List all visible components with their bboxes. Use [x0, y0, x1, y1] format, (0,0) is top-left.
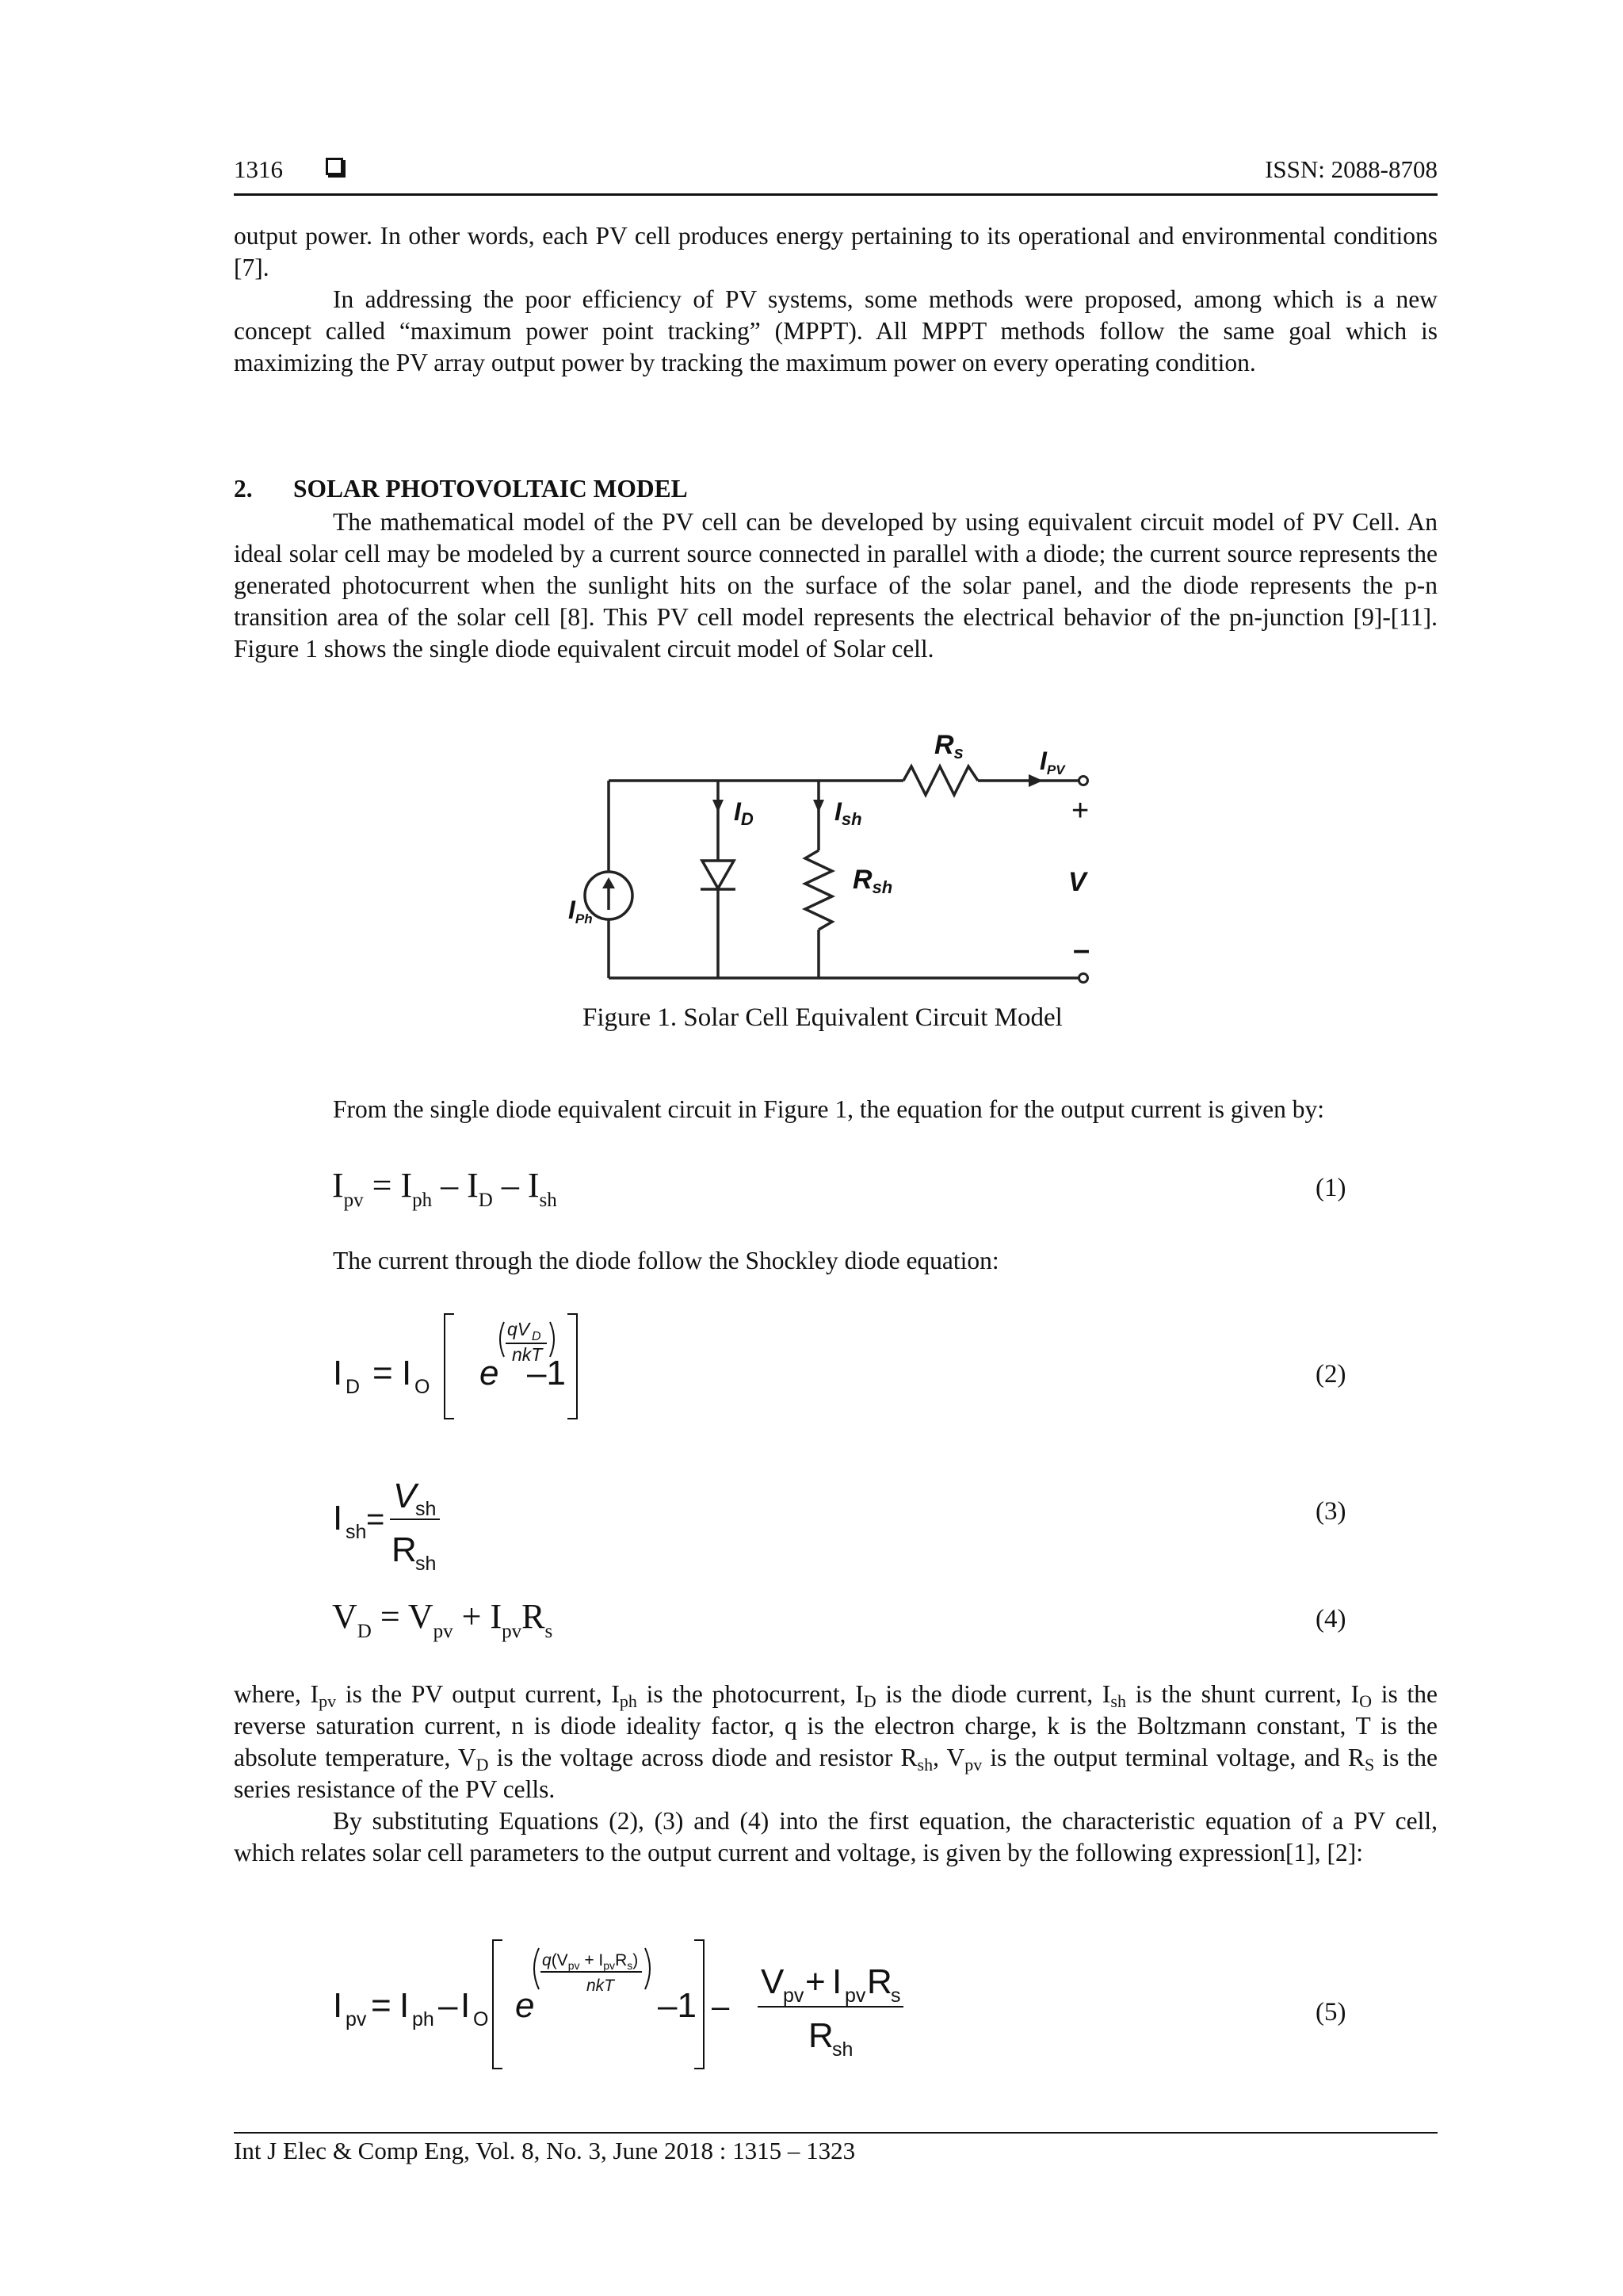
svg-text:Rs: Rs	[934, 730, 964, 762]
svg-text:Ish: Ish	[834, 797, 862, 829]
svg-text:D: D	[532, 1330, 541, 1343]
footer-rule	[234, 2132, 1438, 2134]
id-arrow-icon	[712, 800, 724, 812]
svg-text:=: =	[372, 1354, 393, 1392]
equation-number-4: (4)	[1316, 1605, 1346, 1633]
equation-2	[325, 1308, 586, 1427]
svg-text:e: e	[479, 1354, 499, 1392]
svg-text:e: e	[515, 1986, 535, 2025]
substituting-paragraph: By substituting Equations (2), (3) and (4) into the first equation, the characteristic equation of a PV cell, which relates solar cell parameters to the output current and voltage, is given by the following expression[1], [2]:	[234, 1807, 1438, 1866]
svg-text:–: –	[712, 1989, 730, 2024]
svg-text:–: –	[1073, 934, 1090, 967]
svg-text:–1: –1	[658, 1986, 697, 2025]
svg-text:sh: sh	[415, 1553, 437, 1575]
ish-arrow-icon	[813, 800, 824, 812]
svg-text:D: D	[346, 1376, 361, 1398]
svg-text:R: R	[808, 2016, 834, 2055]
svg-text:sh: sh	[346, 1521, 367, 1543]
svg-text:I: I	[333, 1499, 343, 1538]
svg-text:–: –	[438, 1986, 458, 2025]
footer-journal: Int J Elec & Comp Eng, Vol. 8, No. 3, June 2018 : 1315 – 1323	[234, 2137, 856, 2164]
svg-text:+: +	[1071, 794, 1090, 827]
svg-text:I: I	[399, 1986, 410, 2025]
header-rule	[234, 193, 1438, 196]
svg-text:O: O	[473, 2008, 489, 2030]
intro-paragraph-2: In addressing the poor efficiency of PV systems, some methods were proposed, among which is a new concept called “maximum power point tracking” (MPPT). All MPPT methods follow the same goal which is maximizing the PV array output power by tracking the maximum power on every operating condition.	[234, 285, 1438, 376]
shockley-intro: The current through the diode follow the Shockley diode equation:	[333, 1247, 999, 1274]
svg-text:nkT: nkT	[586, 1977, 615, 1995]
where-paragraph: where, $I_{pv}$ is the PV output current, $I_{ph}$ is the photocurrent, $I_D$ is the diode current, $I_{sh}$ is the shunt current, $I_O$ is the reverse saturation current, n is diode ideality factor, q is the electron charge, k is the Boltzmann constant, T is the absolute temperature, $V_D$ is the voltage across diode and resistor $R_{sh}$, $V_{pv}$ is the output terminal voltage, and $R_S$ is the series resistance of the PV cells.	[234, 1680, 1438, 1803]
equation-number-3: (3)	[1316, 1497, 1346, 1526]
svg-text:I: I	[460, 1986, 471, 2025]
page-number: 1316	[234, 155, 283, 183]
equation-4: $V_D = V_{pv} + I_{pv}R_s$	[332, 1597, 553, 1642]
svg-text:–1: –1	[527, 1354, 566, 1392]
figure-caption: Figure 1. Solar Cell Equivalent Circuit Model	[582, 1003, 1063, 1032]
svg-text:V: V	[393, 1477, 417, 1515]
svg-text:V: V	[1068, 867, 1086, 897]
svg-text:IPV: IPV	[1040, 747, 1065, 777]
svg-text:+: +	[805, 1962, 826, 2001]
svg-text:I: I	[333, 1986, 343, 2025]
circuit-diagram	[547, 717, 1117, 987]
section-title: SOLAR PHOTOVOLTAIC MODEL	[293, 475, 688, 502]
header-box-icon	[326, 158, 343, 175]
equation-number-1: (1)	[1316, 1174, 1346, 1202]
svg-text:s: s	[891, 1985, 901, 2007]
svg-text:I: I	[402, 1354, 412, 1392]
issn: ISSN: 2088-8708	[1265, 155, 1438, 183]
svg-text:ph: ph	[412, 2008, 434, 2030]
svg-text:pv: pv	[845, 1985, 866, 2007]
svg-text:sh: sh	[832, 2038, 854, 2061]
equation-5	[325, 1934, 927, 2076]
section-paragraph: The mathematical model of the PV cell can be developed by using equivalent circuit model of PV Cell. An ideal solar cell may be modeled by a current source connected in parallel with a diode; the current source represents the generated photocurrent when the sunlight hits on the surface of the solar panel, and the diode represents the p-n transition area of the solar cell [8]. This PV cell model represents the electrical behavior of the pn-junction [9]-[11]. Figure 1 shows the single diode equivalent circuit model of Solar cell.	[234, 508, 1438, 663]
diode-icon	[702, 861, 734, 888]
output-current-intro: From the single diode equivalent circuit in Figure 1, the equation for the output current is given by:	[333, 1095, 1324, 1123]
ipv-arrow-icon	[1029, 774, 1043, 787]
intro-paragraph-1: output power. In other words, each PV cell produces energy pertaining to its operational and environmental conditions [7].	[234, 222, 1438, 281]
svg-text:R: R	[867, 1962, 892, 2001]
svg-text:=: =	[366, 1502, 385, 1537]
terminal-top	[1079, 777, 1088, 785]
svg-text:Rsh: Rsh	[853, 865, 893, 897]
terminal-bottom	[1079, 974, 1088, 983]
svg-text:V: V	[761, 1962, 785, 2001]
svg-text:=: =	[371, 1986, 391, 2025]
svg-text:O: O	[414, 1376, 430, 1398]
section-number: 2.	[234, 475, 253, 502]
svg-text:pv: pv	[783, 1985, 804, 2007]
svg-text:R: R	[391, 1530, 417, 1569]
svg-text:nkT: nkT	[512, 1344, 543, 1365]
svg-text:qV: qV	[507, 1319, 530, 1339]
svg-text:I: I	[832, 1962, 842, 2001]
svg-text:q(Vpv + IpvRs): $q(V_{pv} + I_{pv}R_s)$	[542, 1951, 639, 1972]
svg-text:sh: sh	[415, 1498, 437, 1520]
equation-number-5: (5)	[1316, 1998, 1346, 2027]
svg-text:ID: ID	[734, 797, 754, 829]
svg-text:pv: pv	[346, 2008, 367, 2030]
svg-text:I: I	[333, 1354, 343, 1392]
equation-1: $I_{pv} = I_{ph} - I_D - I_{sh}$	[332, 1166, 557, 1211]
equation-number-2: (2)	[1316, 1360, 1346, 1389]
svg-text:IPh: IPh	[568, 896, 593, 926]
equation-3	[325, 1474, 483, 1577]
